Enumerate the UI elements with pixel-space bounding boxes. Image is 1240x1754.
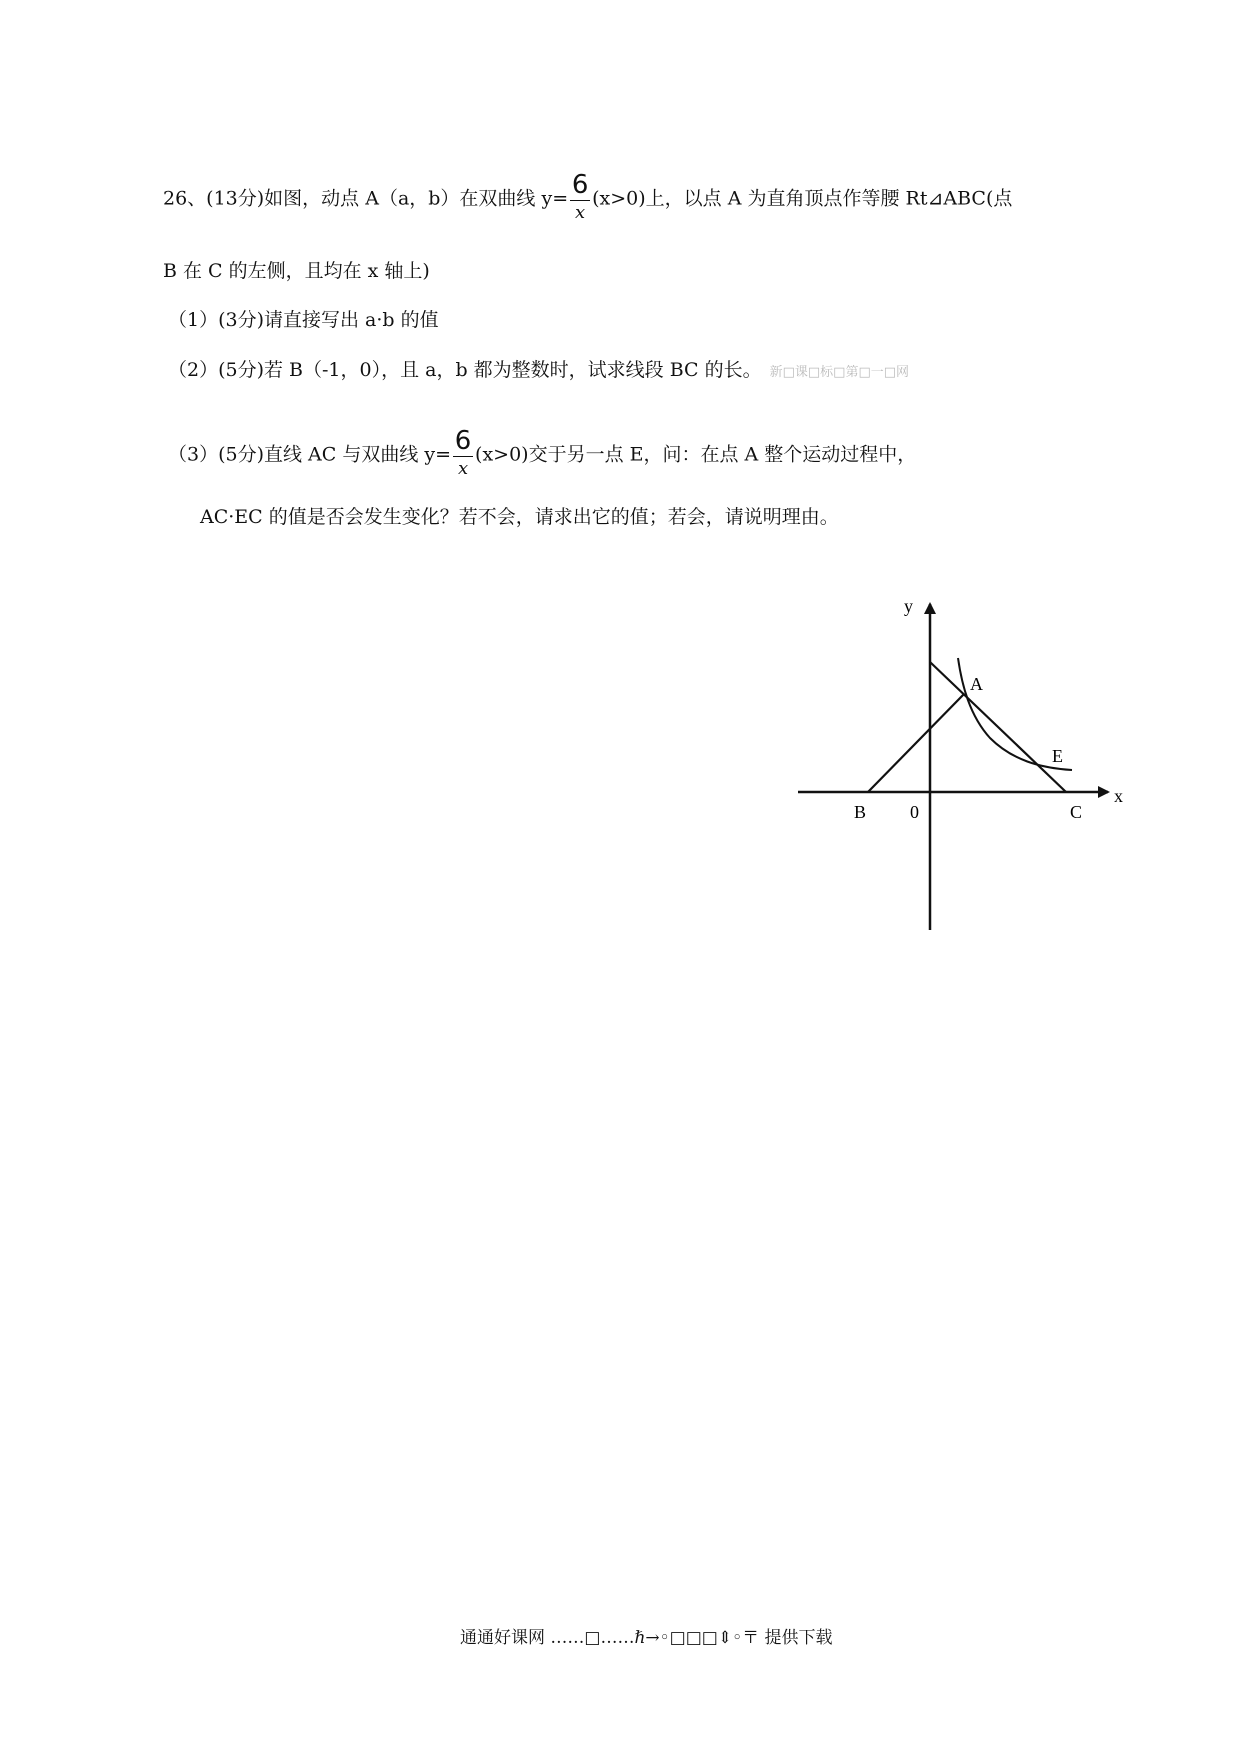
part-3-line-2 [200,505,839,529]
part-3-text: （3）(5分)直线 AC 与双曲线 y= [168,443,452,466]
question-line-2 [163,259,430,283]
footer-text: 通通好课网 ……□……ℏ→◦□□□⇕◦〒 提供下载 [460,1628,833,1648]
label-B: B [854,802,867,822]
question-intro-cont: (x>0)上，以点 A 为直角顶点作等腰 Rt⊿ABC(点 [592,187,1013,210]
geometry-figure [790,590,1160,940]
label-x: x [1114,786,1123,806]
question-line-1 [163,170,1013,225]
segment-AC-extended [930,662,1066,792]
part-3 [168,426,917,481]
label-E: E [1052,746,1063,766]
fraction-numerator-2: 6 [454,426,472,456]
question-condition: B 在 C 的左侧，且均在 x 轴上) [163,260,430,282]
label-y: y [904,596,913,616]
fraction-denominator: x [575,202,586,223]
part-3-text-cont: (x>0)交于另一点 E，问：在点 A 整个运动过程中， [475,443,917,466]
footer [460,1626,833,1650]
part-3-question: AC·EC 的值是否会发生变化？若不会，请求出它的值；若会，请说明理由。 [200,506,839,528]
fraction-numerator: 6 [571,170,589,200]
part-2-text: （2）(5分)若 B（-1，0），且 a，b 都为整数时，试求线段 BC 的长。 [168,359,762,381]
part-2 [168,358,909,385]
fraction-bar [570,200,590,201]
watermark-text: 新□课□标□第□一□网 [769,365,910,380]
segment-BA [868,694,964,792]
part-1-text: （1）(3分)请直接写出 a·b 的值 [168,309,439,331]
fraction-6-over-x-2 [453,428,473,479]
part-1 [168,308,439,332]
label-C: C [1070,802,1083,822]
fraction-denominator-2: x [457,458,469,479]
question-intro: 26、(13分)如图，动点 A（a，b）在双曲线 y= [163,187,569,210]
label-O: 0 [910,802,919,822]
label-A: A [970,674,983,694]
fraction-6-over-x [570,172,590,223]
fraction-bar-2 [453,456,473,457]
